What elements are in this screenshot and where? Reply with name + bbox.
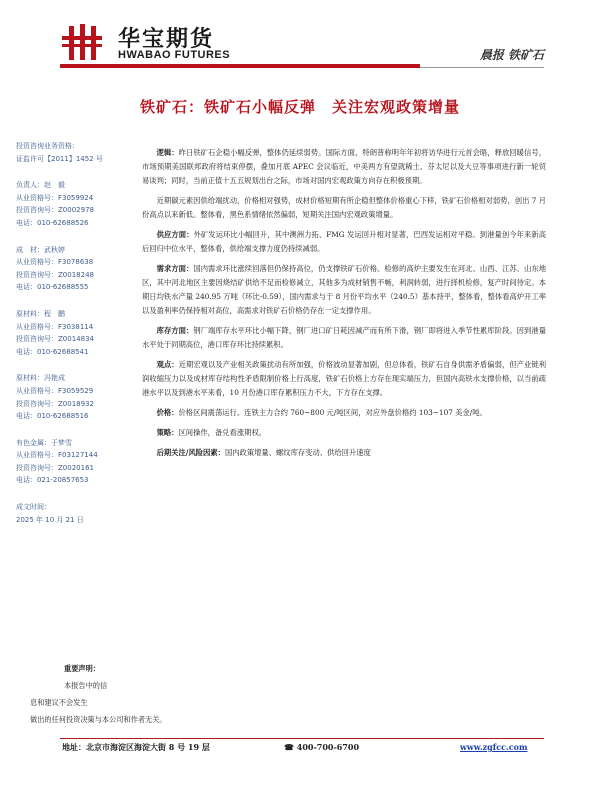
analyst-card [16,308,136,358]
hwabao-logo-icon [60,22,104,62]
footer-address: 地址：北京市海淀区海淀大街 8 号 19 层 [62,742,210,752]
disclaimer-line: 本报告中的信 [64,681,108,690]
brand-name-cn: 华宝期货 [118,27,215,52]
disclaimer-line: 做出的任何投资决策与本公司和作者无关。 [30,715,167,724]
analyst-card [16,372,136,422]
section-text: 昨日铁矿石企稳小幅反弹，整体仍延续弱势。国际方面，特朗普称明年年初将访华进行元首会晤，释放回暖信号，市场预期美国联邦政府将结束停摆，叠加月底 APEC 会议临近，中美两方有望就稀土、芬太尼以及大豆等事项进行新一轮贸易谈判；同时，当前正值十五五规划出台之际，市场对国内宏观政策方向存在积极预期。 [142,148,546,185]
analyst-advisory: 投资咨询号：Z0020161 [16,463,94,472]
qualification-block [16,140,136,165]
disclaimer-title: 重要声明： [64,664,100,673]
section-label: 观点： [156,360,179,369]
section-label: 供应方面： [156,230,194,239]
section-text: 近期碳元素因供给端扰动，价格相对强势，成材价格短期有所企稳但整体价格重心下移，铁矿石价格相对弱势，创出 7 月份高点以来新低。整体看，黑色系情绪依然偏弱，短期关注国内宏观政策增量。 [142,196,546,219]
date-value: 2025 年 10 月 21 日 [16,515,84,524]
section-view [142,358,546,400]
analyst-card [16,437,136,487]
section-logic-cont [142,194,546,222]
section-risk [142,446,546,460]
section-text: 区间操作，备兑看涨期权。 [178,428,267,437]
analyst-phone: 电话：010-62688526 [16,218,89,227]
section-inventory [142,324,546,352]
section-logic [142,146,546,188]
analyst-role: 负责人：赵 毅 [16,181,65,190]
page-title: 铁矿石：铁矿石小幅反弹 关注宏观政策增量 [139,98,460,116]
disclaimer-line: 息和建议不会发生 [30,698,88,707]
section-label: 价格： [156,408,179,417]
section-label: 逻辑： [156,148,179,157]
analyst-phone: 电话：010-62688541 [16,347,89,356]
analyst-license: 从业资格号：F3059924 [16,193,94,202]
analyst-sidebar [16,140,136,540]
section-price [142,406,546,420]
disclaimer [30,660,167,728]
analyst-phone: 电话：010-62688555 [16,283,89,292]
analyst-phone: 电话：021-20857653 [16,476,89,485]
analyst-advisory: 投资咨询号：Z0014834 [16,335,94,344]
report-body [142,146,546,466]
header-divider-red [60,64,420,68]
footer-phone: ☎ 400-700-6700 [284,742,360,752]
header-divider-gray [420,67,544,68]
analyst-role: 原材料：冯艳成 [16,374,65,383]
section-demand [142,262,546,318]
section-text: 外矿发运环比小幅回升，其中澳洲力拓、FMG 发运回升相对显著，巴西发运相对平稳。到港量创今年来新高后回归中位水平，整体看，供给端支撑力度仍持续减弱。 [142,230,546,253]
analyst-advisory: 投资咨询号：Z0018248 [16,270,94,279]
section-label: 需求方面： [156,264,194,273]
analyst-license: 从业资格号：F3038114 [16,322,94,331]
section-text: 国内需求环比涨续回落但仍保持高位，仍支撑铁矿石价格。检修的高炉主要发生在河北、山西、江苏、山东地区，其中河北地区主要因烧结矿供给不足而检修减立，其他多为成材销售不畅，利润转弱，进行择机检修，复产时间待定。本期日均铁水产量 240.95 万吨（环比-0.59），国内需求与于 8 月份平均水平（240.5）基本持平，整体看，整体看高炉开工率以及盈利率仍保持相对高位，高需求对铁矿石价格仍存在一定支撑作用。 [142,264,547,315]
brand-name-en: HWABAO FUTURES [118,49,231,61]
date-block [16,501,136,526]
footer-divider [60,738,544,739]
analyst-license: 从业资格号：F03127144 [16,451,98,460]
qualification-label: 投资咨询业务资格: [16,142,75,150]
analyst-role: 有色金属：于梦雪 [16,438,72,447]
analyst-role: 成 材：武秋婷 [16,245,65,254]
section-text: 国内政策增量、螺纹库存变动、供给回升速度 [224,448,371,457]
section-text: 近期宏观以及产业相关政策扰动有所加强，价格波动显著加剧，但总体看，铁矿石自身供需矛盾偏弱，但产业链利润收缩压力以及成材库存结构性矛盾限制价格上行高度，铁矿石价格上方存在现实端压力，但国内高铁水支撑价格，以当前疏港水平以及到港水平来看，10 月份港口库存累积压力不大，下方存在支撑。 [142,360,546,397]
qualification-value: 证监许可【2011】1452 号 [16,154,103,163]
analyst-card [16,179,136,229]
report-type: 晨报 铁矿石 [479,48,544,62]
section-strategy [142,426,546,440]
analyst-phone: 电话：010-62688516 [16,412,89,421]
analyst-card [16,244,136,294]
analyst-advisory: 投资咨询号：Z0002978 [16,206,94,215]
footer-website-link[interactable]: www.zgfcc.com [460,742,528,752]
section-supply [142,228,546,256]
section-text: 钢厂端库存水平环比小幅下降，钢厂进口矿日耗因减产而有所下滑，钢厂即将进入季节性累库阶段。因到港量水平处于同期高位，港口库存环比持续累积。 [142,326,547,349]
analyst-role: 原材料：程 鹏 [16,309,65,318]
section-text: 价格区间震荡运行。连铁主力合约 760~800 元/吨区间，对应外盘价格约 103~107 美金/吨。 [178,408,487,417]
analyst-license: 从业资格号：F3059529 [16,386,94,395]
analyst-advisory: 投资咨询号：Z0018932 [16,399,94,408]
company-logo [60,22,290,64]
section-label: 后期关注/风险因素： [156,448,225,457]
section-label: 策略： [156,428,179,437]
date-label: 成文时间： [16,503,51,512]
section-label: 库存方面： [156,326,194,335]
analyst-license: 从业资格号：F3078638 [16,258,94,267]
